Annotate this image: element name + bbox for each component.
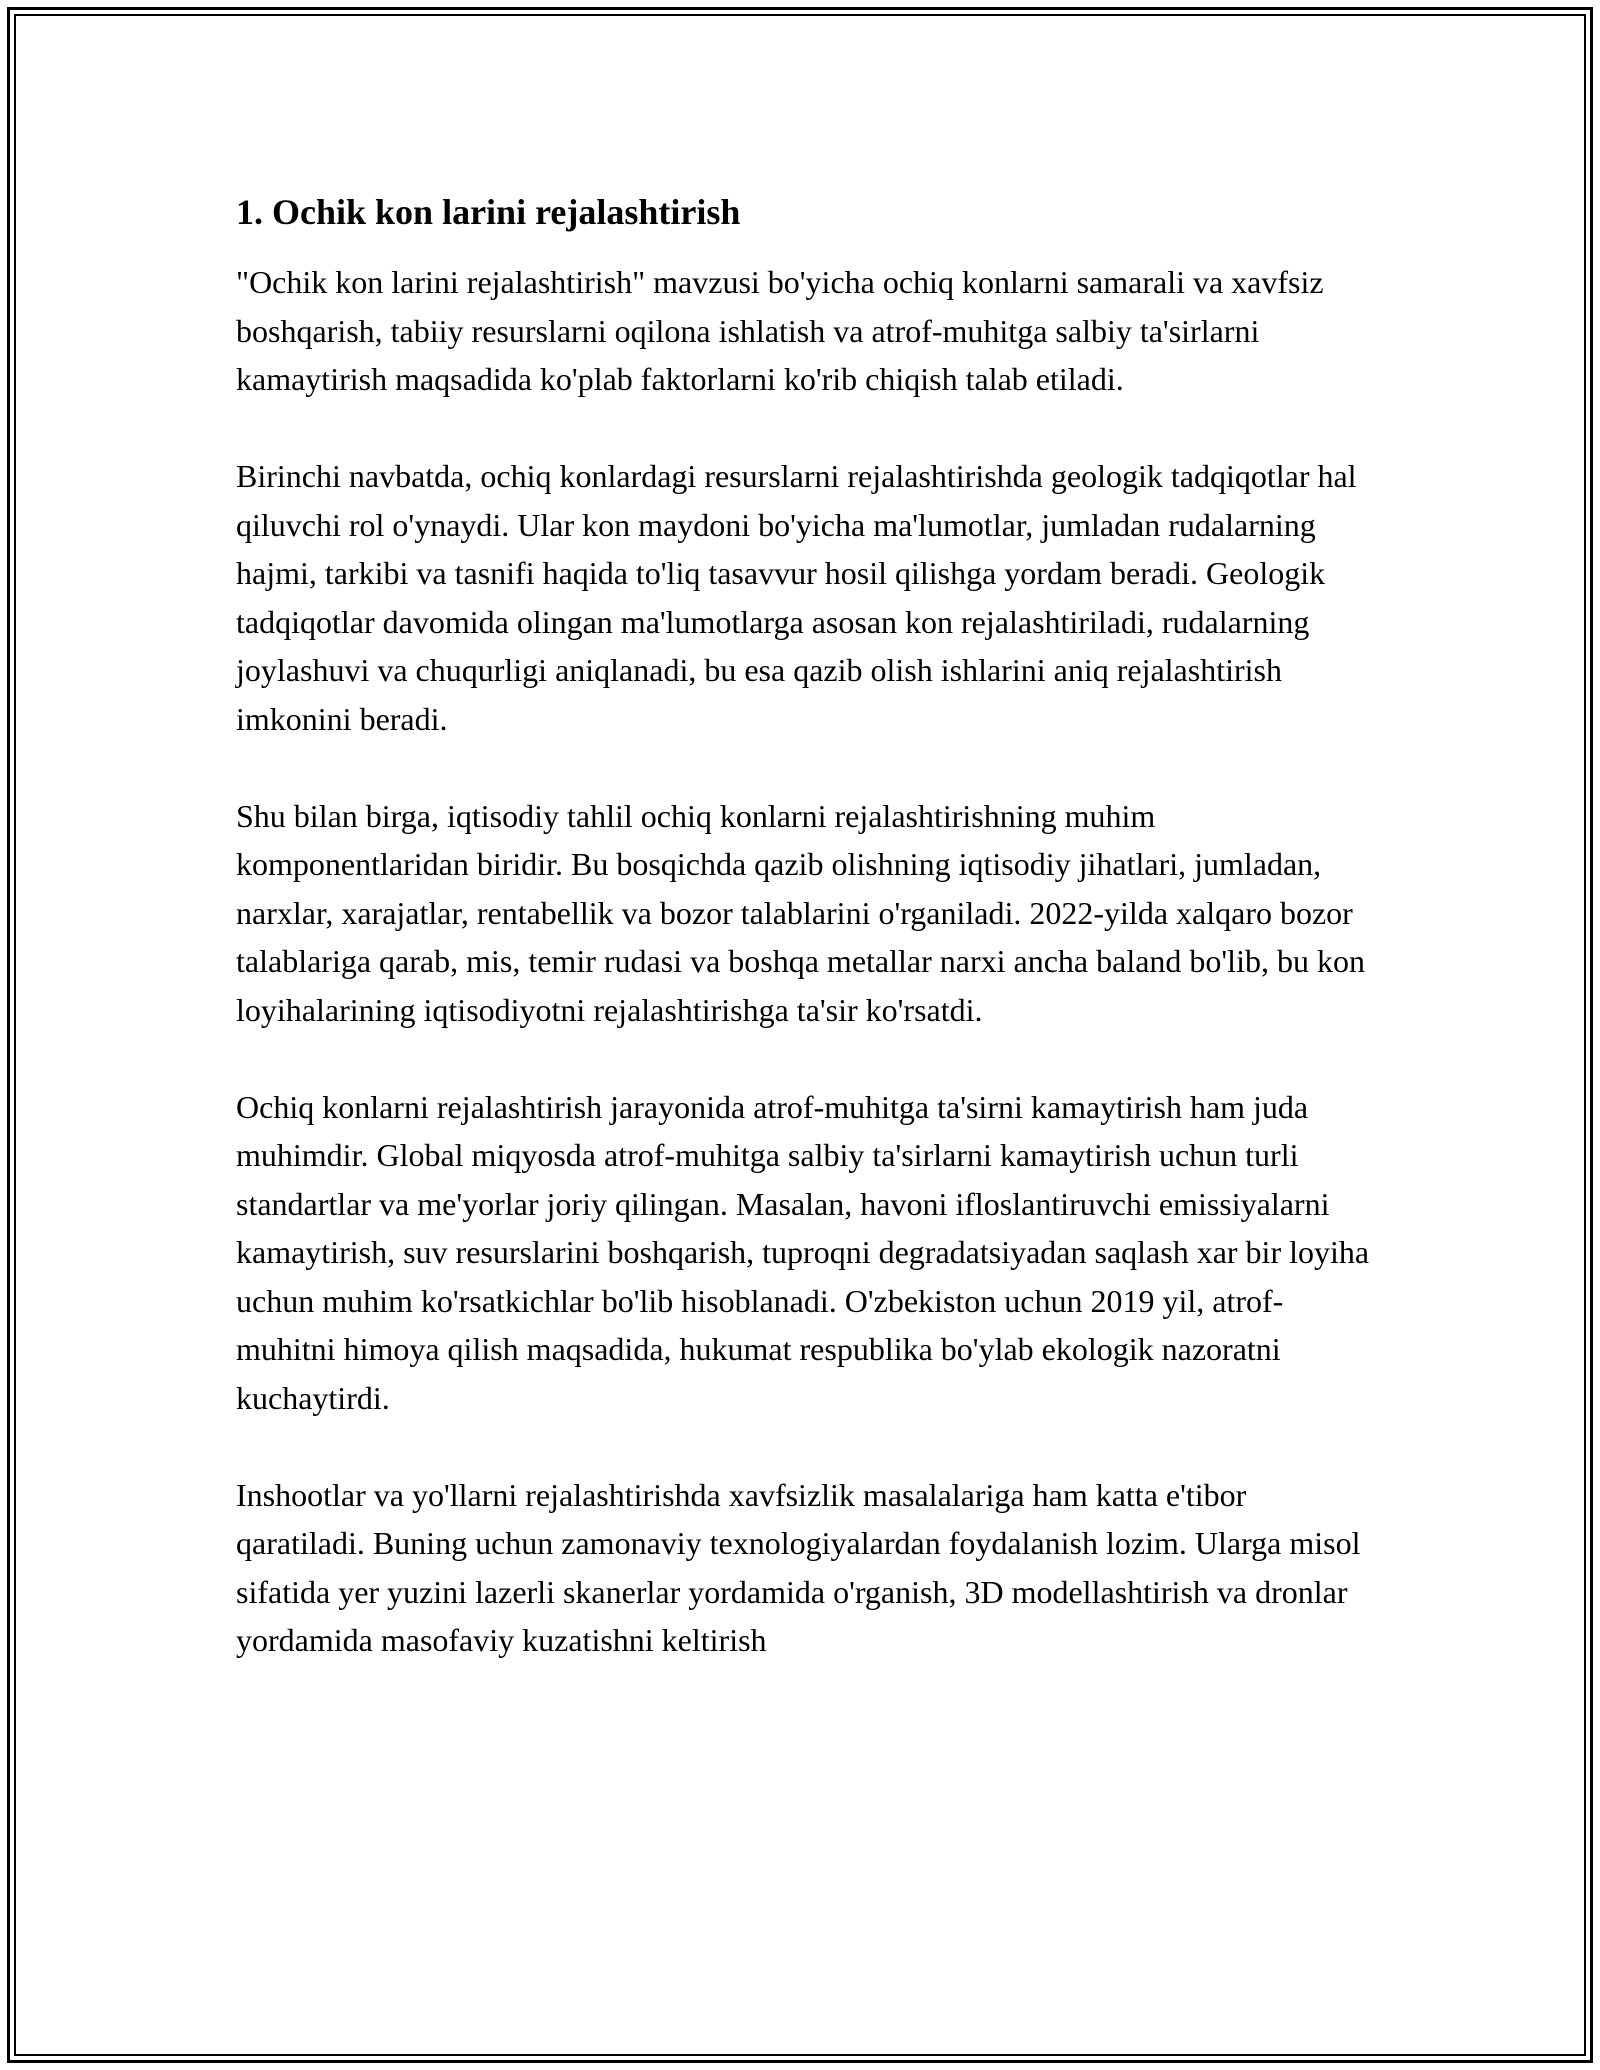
paragraph-economics: Shu bilan birga, iqtisodiy tahlil ochiq konlarni rejalashtirishning muhim komponentlaridan biridir. Bu bosqichda qazib olishning iqtisodiy jihatlari, jumladan, narxlar, xarajatlar, rentabellik va bozor talablarini o'rganiladi. 2022-yilda xalqaro bozor talablariga qarab, mis, temir rudasi va boshqa metallar narxi ancha baland bo'lib, bu kon loyihalarining iqtisodiyotni rejalashtirishga ta'sir ko'rsatdi. xyxy=(236,797,1365,1028)
paragraph-geology: Birinchi navbatda, ochiq konlardagi resurslarni rejalashtirishda geologik tadqiqotlar hal qiluvchi rol o'ynaydi. Ular kon maydoni bo'yicha ma'lumotlar, jumladan rudalarning hajmi, tarkibi va tasnifi haqida to'liq tasavvur hosil qilishga yordam beradi. Geologik tadqiqotlar davomida olingan ma'lumotlarga asosan kon rejalashtiriladi, rudalarning joylashuvi va chuqurligi aniqlanadi, bu esa qazib olish ishlarini aniq rejalashtirish imkonini beradi. xyxy=(236,458,1357,737)
section-heading: 1. Ochik kon larini rejalashtirish xyxy=(236,192,741,232)
paragraph-intro: "Ochik kon larini rejalashtirish" mavzusi bo'yicha ochiq konlarni samarali va xavfsiz boshqarish, tabiiy resurslarni oqilona ishlatish va atrof-muhitga salbiy ta'sirlarni kamaytirish maqsadida ko'plab faktorlarni ko'rib chiqish talab etiladi. xyxy=(236,264,1324,397)
paragraph-environment: Ochiq konlarni rejalashtirish jarayonida atrof-muhitga ta'sirni kamaytirish ham juda muhimdir. Global miqyosda atrof-muhitga salbiy ta'sirlarni kamaytirish uchun turli standartlar va me'yorlar joriy qilingan. Masalan, havoni ifloslantiruvchi emissiyalarni kamaytirish, suv resurslarini boshqarish, tuproqni degradatsiyadan saqlash xar bir loyiha uchun muhim ko'rsatkichlar bo'lib hisoblanadi. O'zbekiston uchun 2019 yil, atrof-muhitni himoya qilish maqsadida, hukumat respublika bo'ylab ekologik nazoratni kuchaytirdi. xyxy=(236,1088,1370,1416)
paragraph-safety: Inshootlar va yo'llarni rejalashtirishda xavfsizlik masalalariga ham katta e'tibor qaratiladi. Buning uchun zamonaviy texnologiyalardan foydalanish lozim. Ularga misol sifatida yer yuzini lazerli skanerlar yordamida o'rganish, 3D modellashtirish va dronlar yordamida masofaviy kuzatishni keltirish xyxy=(236,1476,1361,1658)
document-body xyxy=(236,188,1376,1665)
